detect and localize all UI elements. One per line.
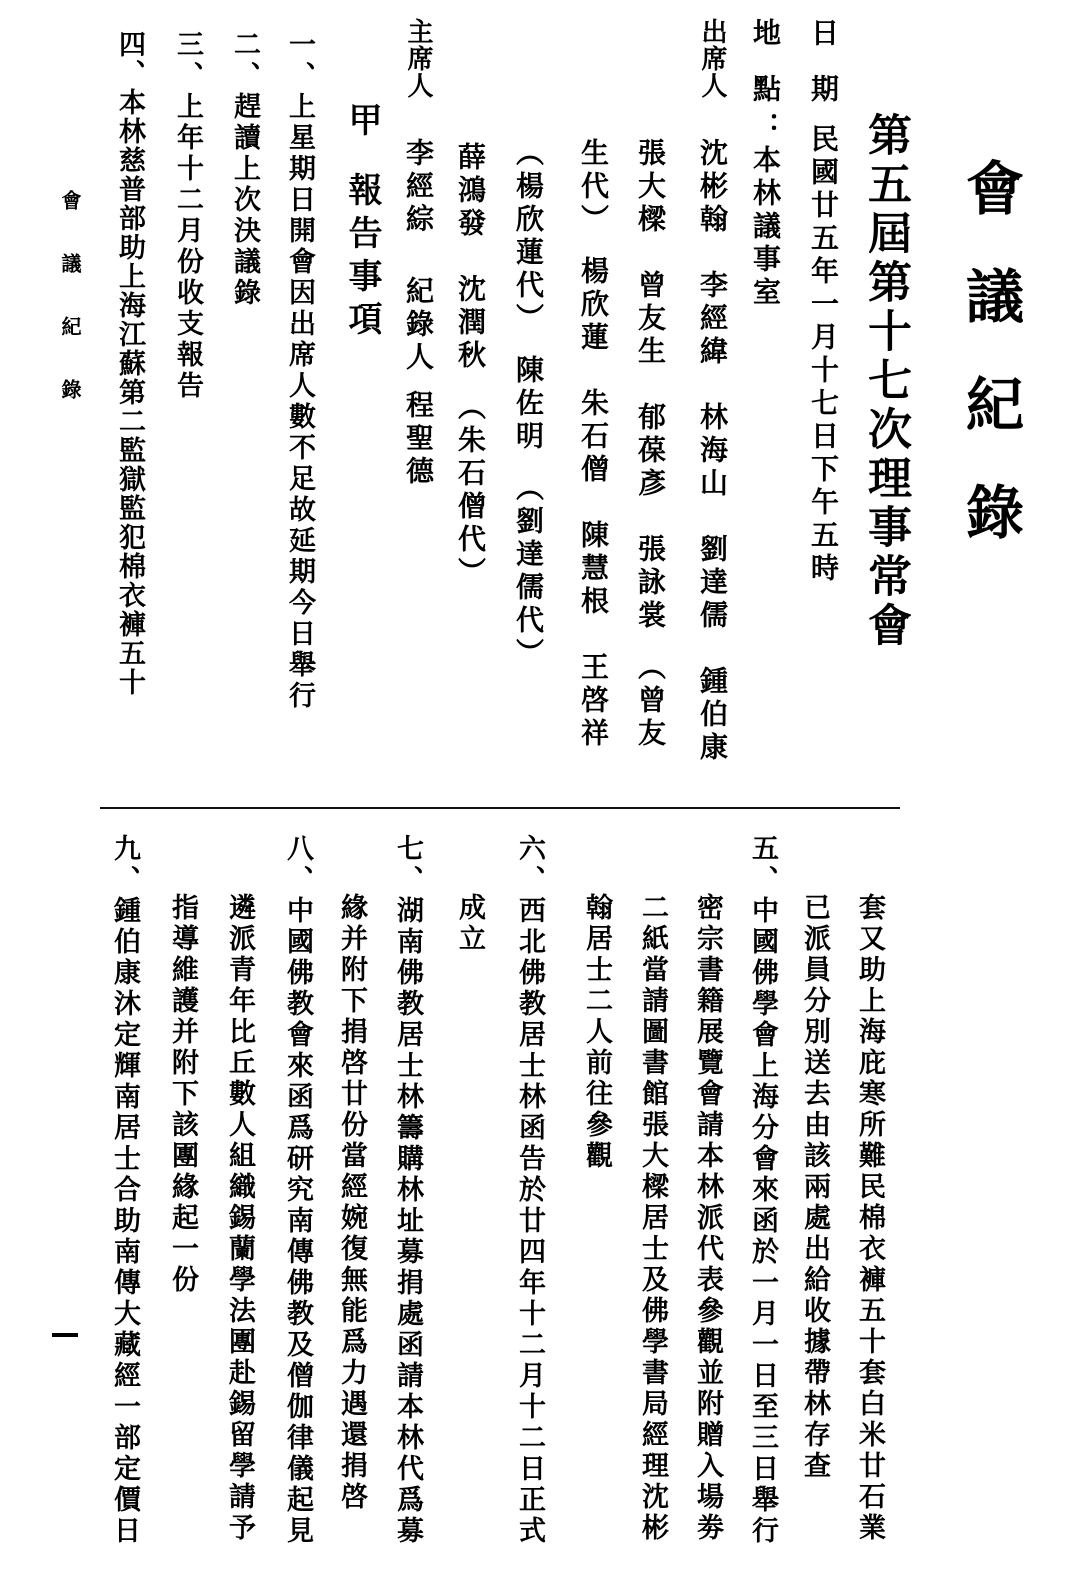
report-text-line: 成立: [454, 893, 485, 955]
report-item-6: 六、西北佛教居士林函告於廿四年十二月十二日正式: [514, 834, 545, 1547]
report-text-line: 套又助上海庇寒所難民棉衣褲五十套白米廿石業: [854, 893, 885, 1544]
date-value: 民國廿五年一月十七日下午五時: [807, 124, 840, 586]
chair-label: 主席人: [403, 18, 433, 99]
place-label: 地點: [749, 18, 782, 130]
report-text-line: 遴派青年比丘數人組織錫蘭學法團赴錫留學請予: [224, 893, 255, 1544]
recorder-label: 紀錄人: [402, 276, 435, 375]
attendees-line: 生代） 楊欣蓮 朱石僧 陳慧根 王啓祥: [577, 138, 610, 751]
report-text-line: 二紙當請圖書館張大樑居士及佛學書局經理沈彬: [637, 893, 668, 1544]
report-item-3: 三、上年十二月份收支報告: [172, 30, 203, 402]
section-title: 報告事項: [342, 172, 382, 344]
attendees-line: （楊欣蓮代） 陳佐明 （劉達儒代）: [512, 138, 545, 671]
report-item-1: 一、上星期日開會因出席人數不足故延期今日舉行: [284, 30, 315, 712]
running-footer: 會議紀錄: [58, 190, 82, 442]
report-text-line: 密宗書籍展覽會請本林派代表參觀並附贈入場劵: [692, 893, 723, 1544]
place-value: ：本林議事室: [749, 112, 782, 310]
attendees-line: 薛鴻發 沈潤秋 （朱石僧代）: [454, 142, 487, 590]
report-text-line: 已派員分別送去由該兩處出給收據帶林存查: [799, 893, 830, 1482]
attendees-line: 沈彬翰 李經緯 林海山 劉達儒 鍾伯康: [696, 138, 729, 765]
report-item-9: 九、鍾伯康沐定輝南居士合助南傳大藏經一部定價日: [109, 834, 140, 1547]
report-item-7: 七、湖南佛教居士林籌購林址募捐處函請本林代爲募: [392, 834, 423, 1547]
report-text-line: 翰居士二人前往參觀: [581, 893, 612, 1172]
attendees-line: 張大樑 曾友生 郁葆彥 張詠裳 （曾友: [634, 138, 667, 751]
chair-name: 李經綜: [402, 138, 435, 237]
meeting-subtitle: 第五屆第十七次理事常會: [860, 112, 911, 651]
page-divider: [100, 807, 900, 809]
report-text-line: 緣并附下捐啓廿份當經婉復無能爲力遇還捐啓: [336, 893, 367, 1513]
report-item-2: 二、趕讀上次決議錄: [229, 30, 260, 309]
document-title: 會議紀錄: [956, 158, 1024, 590]
report-item-8: 八、中國佛教會來函爲研究南傳佛教及僧伽律儀起見: [282, 834, 313, 1547]
recorder-name: 程聖德: [402, 390, 435, 489]
date-label: 日期: [807, 18, 840, 130]
report-item-5: 五、中國佛學會上海分會來函於一月一日至三日舉行: [747, 834, 778, 1547]
report-item-4: 四、本林慈普部助上海江蘇第二監獄監犯棉衣褲五十: [114, 30, 145, 697]
attendees-label: 出席人: [697, 18, 727, 99]
report-text-line: 指導維護并附下該團緣起一份: [167, 893, 198, 1296]
page-number: [52, 1333, 78, 1337]
section-mark: 甲: [342, 102, 382, 145]
